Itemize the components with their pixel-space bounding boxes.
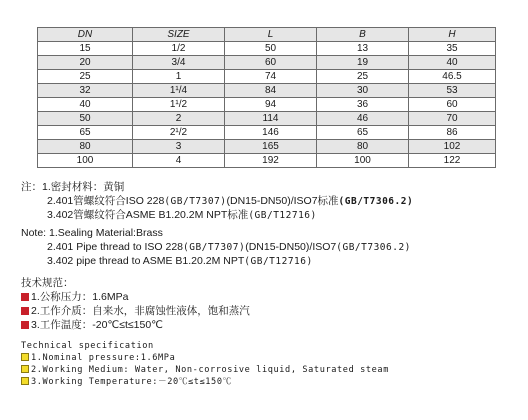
table-cell-dn: 65 [38,126,133,140]
table-cell-h: 35 [409,42,496,56]
header-l: L [225,28,317,42]
notes-en-item1: 1.Sealing Material:Brass [49,227,163,239]
table-cell-l: 50 [225,42,317,56]
table-row [38,126,496,140]
header-h: H [409,28,496,42]
table-row [38,98,496,112]
red-square-bullet-icon [21,307,29,315]
table-row [38,84,496,98]
tech-cn-title: 技术规范： [21,277,74,289]
table-cell-l: 165 [225,140,317,154]
table-cell-h: 102 [409,140,496,154]
table-cell-l: 114 [225,112,317,126]
table-cell-h: 60 [409,98,496,112]
table-cell-b: 30 [317,84,409,98]
table-cell-l: 60 [225,56,317,70]
notes-en-item3-a: 3.402 pipe thread to ASME B1.20.2M NPT [47,255,245,267]
table-header-row [38,28,496,42]
table-row [38,140,496,154]
tech-cn-item-3-text: 3.工作温度：-20℃≤t≤150℃ [31,319,163,331]
notes-en [21,226,411,268]
table-cell-size: 3/4 [133,56,225,70]
table-cell-l: 94 [225,98,317,112]
notes-en-item2-c: (DN15-DN50)/ISO7 [245,241,337,253]
table-cell-b: 25 [317,70,409,84]
header-b: B [317,28,409,42]
header-size: SIZE [133,28,225,42]
table-cell-l: 146 [225,126,317,140]
table-cell-b: 100 [317,154,409,168]
tech-en-item-1 [21,352,389,364]
tech-cn-item-1-text: 1.公称压力：1.6MPa [31,291,129,303]
notes-cn-line1 [21,180,413,194]
table-cell-size: 1/2 [133,42,225,56]
table-cell-dn: 100 [38,154,133,168]
table-cell-size: 1 [133,70,225,84]
table-cell-b: 80 [317,140,409,154]
notes-cn [21,180,413,222]
table-cell-l: 74 [225,70,317,84]
tech-en-item-3 [21,376,389,388]
yellow-square-bullet-icon [21,365,29,373]
notes-en-line2 [21,240,411,254]
tech-en-item-1-text: 1.Nominal pressure:1.6MPa [31,353,176,363]
notes-en-item2-a: 2.401 Pipe thread to ISO 228 [47,241,184,253]
table-cell-l: 84 [225,84,317,98]
notes-en-item2-b: (GB/T7307) [183,242,246,253]
table-row [38,42,496,56]
header-dn: DN [38,28,133,42]
table-cell-h: 53 [409,84,496,98]
notes-cn-line2 [21,194,413,208]
notes-en-line3 [21,254,411,268]
table-cell-l: 192 [225,154,317,168]
table-cell-size: 3 [133,140,225,154]
notes-en-item3-b: (GB/T12716) [244,256,313,267]
tech-cn-item-1 [21,290,250,304]
table-cell-size: 2 [133,112,225,126]
notes-cn-prefix: 注： [21,181,42,193]
table-cell-h: 46.5 [409,70,496,84]
notes-cn-item2-a: 2.401管螺纹符合ISO 228 [47,195,165,207]
tech-en-title: Technical specification [21,341,154,351]
table-row [38,70,496,84]
table-row [38,56,496,70]
notes-cn-item2-d: (GB/T7306.2) [338,196,414,207]
table-cell-size: 1¹/4 [133,84,225,98]
table-cell-size: 1¹/2 [133,98,225,112]
tech-en-item-2 [21,364,389,376]
notes-cn-item3-b: (GB/T12716) [248,210,317,221]
table-cell-dn: 20 [38,56,133,70]
table-cell-dn: 32 [38,84,133,98]
red-square-bullet-icon [21,321,29,329]
table-cell-h: 122 [409,154,496,168]
table-cell-dn: 40 [38,98,133,112]
table-row [38,154,496,168]
tech-spec-cn [21,276,250,332]
notes-en-prefix: Note: [21,227,50,239]
tech-cn-item-2 [21,304,250,318]
table-cell-h: 86 [409,126,496,140]
notes-cn-item3-a: 3.402管螺纹符合ASME B1.20.2M NPT标准 [47,209,249,221]
notes-cn-item2-c: (DN15-DN50)/ISO7标准 [226,195,339,207]
table-cell-dn: 50 [38,112,133,126]
notes-en-item2-d: (GB/T7306.2) [336,242,411,253]
tech-spec-en [21,340,389,388]
table-cell-h: 40 [409,56,496,70]
table-cell-dn: 80 [38,140,133,154]
notes-cn-line3 [21,208,413,222]
table-cell-b: 19 [317,56,409,70]
table-cell-b: 65 [317,126,409,140]
table-cell-h: 70 [409,112,496,126]
tech-cn-item-3 [21,318,250,332]
spec-table [37,27,496,168]
tech-en-item-2-text: 2.Working Medium: Water, Non-corrosive liquid, Saturated steam [31,365,389,375]
table-cell-dn: 25 [38,70,133,84]
table-body [38,42,496,168]
table-cell-b: 46 [317,112,409,126]
red-square-bullet-icon [21,293,29,301]
table-row [38,112,496,126]
tech-cn-item-2-text: 2.工作介质：自来水，非腐蚀性液体，饱和蒸汽 [31,305,250,317]
table-cell-b: 36 [317,98,409,112]
yellow-square-bullet-icon [21,377,29,385]
yellow-square-bullet-icon [21,353,29,361]
tech-en-item-3-text: 3.Working Temperature:－20℃≤t≤150℃ [31,377,232,387]
table-cell-b: 13 [317,42,409,56]
table-cell-size: 4 [133,154,225,168]
table-cell-size: 2¹/2 [133,126,225,140]
notes-cn-item1: 1.密封材料：黄铜 [42,181,125,193]
notes-cn-item2-b: (GB/T7307) [164,196,227,207]
notes-en-line1 [21,226,411,240]
table-cell-dn: 15 [38,42,133,56]
